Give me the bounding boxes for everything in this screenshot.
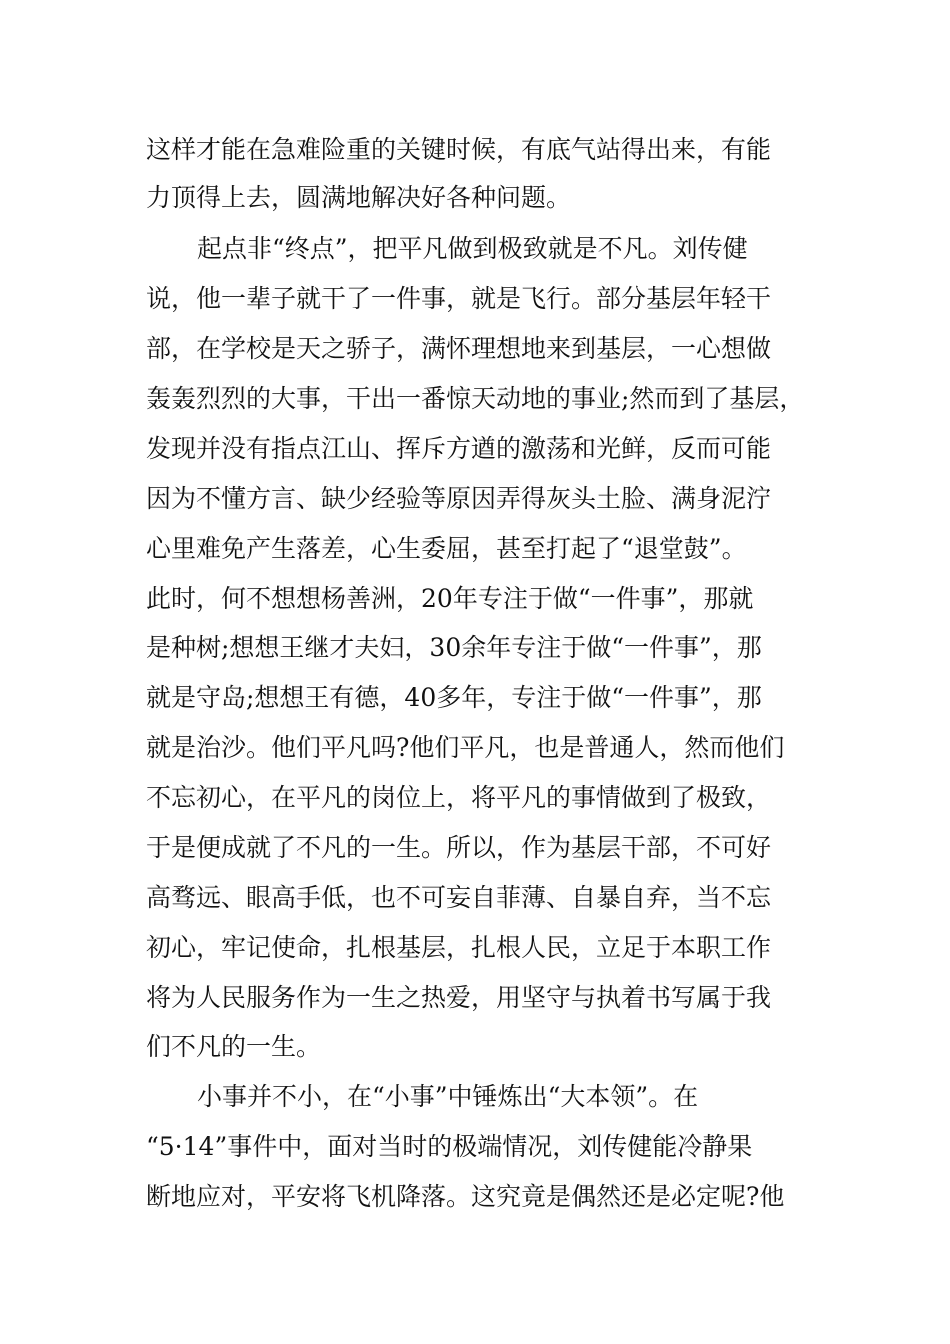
text-line: 力顶得上去，圆满地解决好各种问题。: [146, 183, 572, 212]
text-line: 是种树;想想王继才夫妇，30余年专注于做“一件事”，那: [146, 633, 762, 662]
text-line: 就是守岛;想想王有德，40多年，专注于做“一件事”，那: [146, 683, 762, 712]
text-line: 就是治沙。他们平凡吗?他们平凡，也是普通人，然而他们: [146, 733, 785, 762]
text-line: 初心，牢记使命，扎根基层，扎根人民，立足于本职工作: [146, 933, 772, 962]
text-line: 于是便成就了不凡的一生。所以，作为基层干部，不可好: [146, 833, 772, 862]
text-line: 断地应对，平安将飞机降落。这究竟是偶然还是必定呢?他: [146, 1182, 785, 1211]
text-line: 将为人民服务作为一生之热爱，用坚守与执着书写属于我: [146, 983, 772, 1012]
text-line: “5·14”事件中，面对当时的极端情况，刘传健能冷静果: [146, 1132, 753, 1161]
text-line: 因为不懂方言、缺少经验等原因弄得灰头土脸、满身泥泞: [146, 484, 772, 513]
text-line: 这样才能在急难险重的关键时候，有底气站得出来，有能: [146, 135, 772, 164]
text-line: 不忘初心，在平凡的岗位上，将平凡的事情做到了极致，: [146, 783, 772, 812]
text-line: 轰轰烈烈的大事，干出一番惊天动地的事业;然而到了基层，: [146, 384, 805, 413]
text-line: 心里难免产生落差，心生委屈，甚至打起了“退堂鼓”。: [146, 534, 747, 563]
text-line: 此时，何不想想杨善洲，20年专注于做“一件事”，那就: [146, 584, 754, 613]
text-line: 高骛远、眼高手低，也不可妄自菲薄、自暴自弃，当不忘: [146, 883, 772, 912]
text-line: 说，他一辈子就干了一件事，就是飞行。部分基层年轻干: [146, 284, 772, 313]
text-line: 发现并没有指点江山、挥斥方遒的激荡和光鲜，反而可能: [146, 434, 772, 463]
paragraph-start-line: 小事并不小，在“小事”中锤炼出“大本领”。在: [197, 1082, 699, 1111]
text-line: 部，在学校是天之骄子，满怀理想地来到基层，一心想做: [146, 334, 772, 363]
paragraph-start-line: 起点非“终点”，把平凡做到极致就是不凡。刘传健: [197, 234, 748, 263]
text-line: 们不凡的一生。: [146, 1032, 322, 1061]
